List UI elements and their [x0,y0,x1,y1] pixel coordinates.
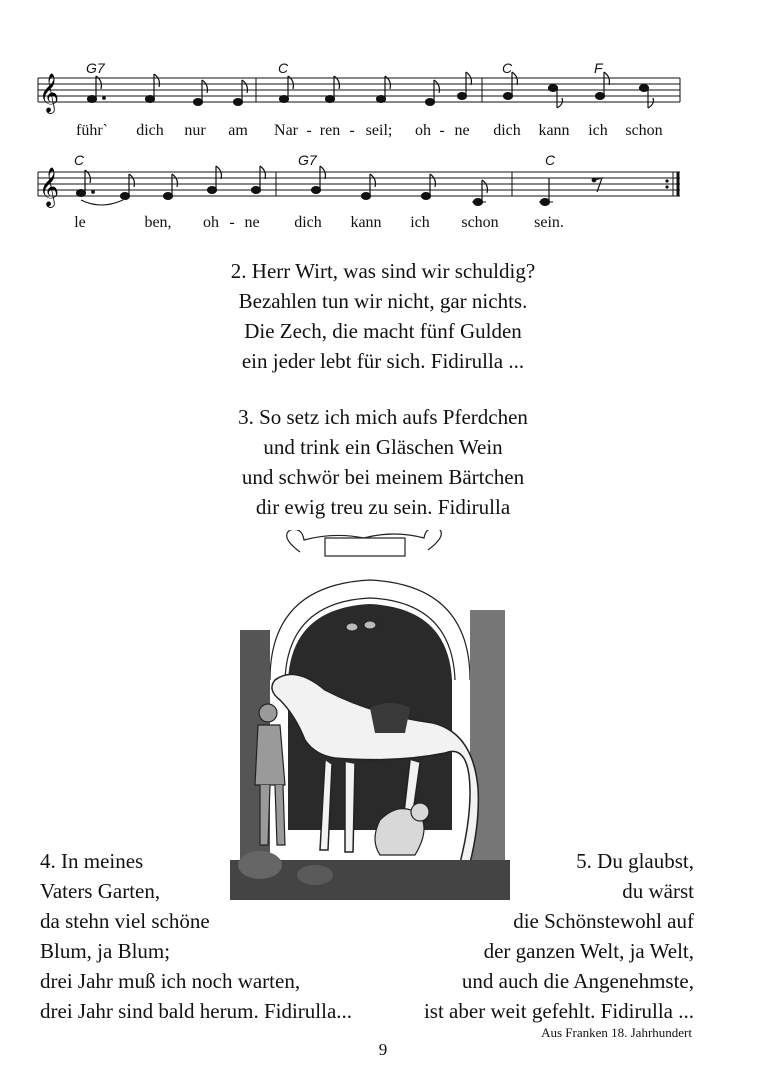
lyric-syllable: le [74,214,86,231]
lyric-syllable: am [228,122,248,139]
lyric-syllable: - [229,214,235,231]
chord-label: C [278,60,289,76]
note [377,76,391,102]
lyric-syllable: oh [203,214,219,231]
note [539,178,553,205]
lyric-syllable: ne [454,122,470,139]
lyric-syllable: ben, [144,214,172,231]
lyric-syllable: oh [415,122,431,139]
verse-line: Vaters Garten, [40,879,161,903]
lyric-syllable: führ` [76,122,108,139]
lyric-syllable: kann [538,122,570,139]
note [280,76,294,102]
verse-line: 4. In meines [40,849,144,873]
verse-line: ein jeder lebt für sich. Fidirulla ... [241,349,525,373]
ornament-scroll [287,530,442,552]
note [504,72,518,99]
verse-line: und auch die Angenehmste, [461,969,694,993]
staff-2 [0,150,766,240]
note [88,76,106,102]
note [77,170,95,196]
note [326,76,340,102]
verse-line: Die Zech, die macht fünf Gulden [244,319,522,343]
lyric-syllable: ich [588,122,608,139]
lyric-syllable: nur [184,122,206,139]
treble-clef-icon: 𝄞 [39,73,60,113]
lyric-syllable: dich [493,122,521,139]
lyric-syllable: Nar [274,122,298,139]
note [596,72,610,99]
page-number: 9 [378,1040,388,1059]
note [458,72,472,99]
chord-label: G7 [86,60,105,76]
music-system-2 [0,150,766,240]
lyric-syllable: schon [625,122,663,139]
lyric-syllable: schon [461,214,499,231]
note [312,166,326,193]
verse-5 [424,846,694,1026]
verse-line: du wärst [622,879,694,903]
verse-line: und schwör bei meinem Bärtchen [241,465,525,489]
verse-line: Blum, ja Blum; [40,939,171,963]
lyric-syllable: dich [294,214,322,231]
verse-2 [0,256,766,376]
verse-line: 3. So setz ich mich aufs Pferdchen [238,405,528,429]
treble-clef-icon: 𝄞 [39,167,60,207]
verse-line: 2. Herr Wirt, was sind wir schuldig? [230,259,536,283]
verse-line: dir ewig treu zu sein. Fidirulla [255,495,511,519]
verse-4 [40,846,352,1026]
lyric-syllable: kann [350,214,382,231]
lyric-syllable: ne [244,214,260,231]
chord-label: C [502,60,513,76]
chord-label: C [545,152,556,168]
lyric-syllable: - [306,122,312,139]
chord-label: C [74,152,85,168]
verse-3 [0,402,766,522]
lyric-syllable: - [349,122,355,139]
source-attribution: Aus Franken 18. Jahrhundert [541,1025,692,1040]
chord-label: F [594,60,603,76]
lyric-syllable: - [439,122,445,139]
lyric-syllable: dich [136,122,164,139]
verse-line: die Schönstewohl auf [513,909,694,933]
verse-line: und trink ein Gläschen Wein [263,435,503,459]
lyric-syllable: seil; [365,122,393,139]
verse-line: drei Jahr sind bald herum. Fidirulla... [40,999,353,1023]
verse-line: 5. Du glaubst, [576,849,694,873]
lyric-syllable: sein. [534,214,564,231]
note [252,166,266,193]
music-system-1 [0,60,766,150]
slur [81,200,123,205]
verse-line: der ganzen Welt, ja Welt, [483,939,694,963]
chord-label: G7 [298,152,317,168]
lyric-syllable: ich [410,214,430,231]
verse-line: da stehn viel schöne [40,909,210,933]
sign-plaque [325,538,405,556]
note [208,166,222,193]
lyric-syllable: ren [319,122,341,139]
verse-line: ist aber weit gefehlt. Fidirulla ... [423,999,694,1023]
verse-line: drei Jahr muß ich noch warten, [40,969,301,993]
verse-line: Bezahlen tun wir nicht, gar nichts. [238,289,528,313]
